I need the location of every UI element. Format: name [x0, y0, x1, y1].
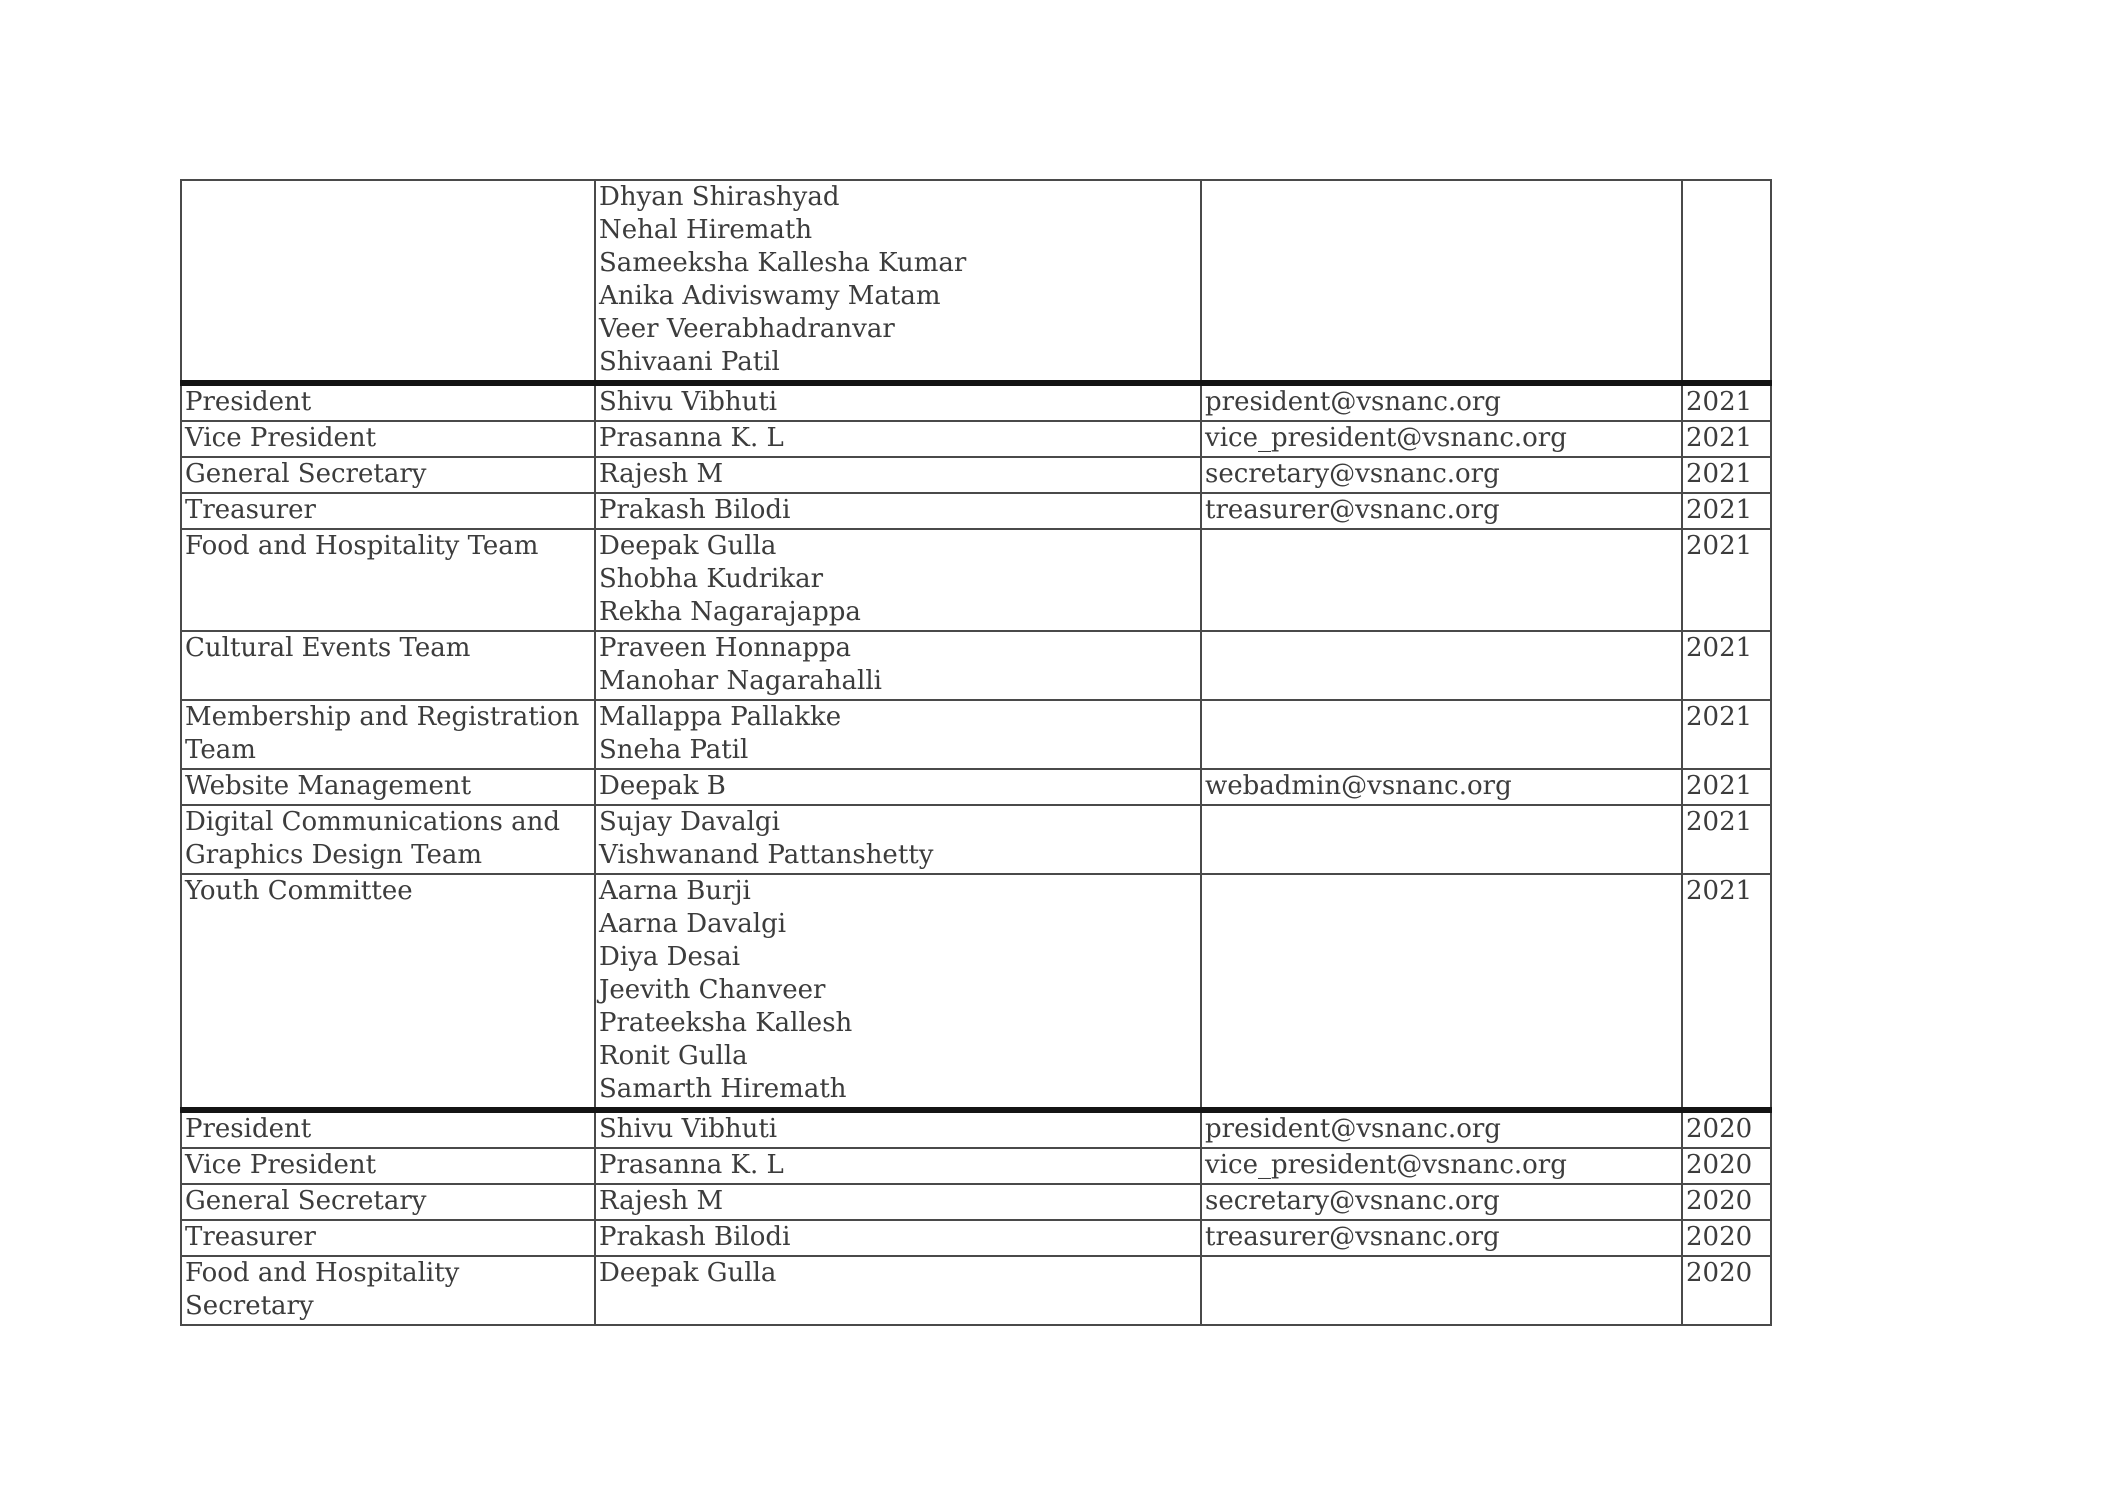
role-cell: Youth Committee: [181, 874, 595, 1110]
member-name: Diya Desai: [599, 942, 741, 972]
email-cell: president@vsnanc.org: [1201, 383, 1682, 421]
member-name: Shivaani Patil: [599, 347, 780, 377]
email-cell: secretary@vsnanc.org: [1201, 1184, 1682, 1220]
member-name: Ronit Gulla: [599, 1041, 748, 1071]
email-cell: president@vsnanc.org: [1201, 1110, 1682, 1148]
members-cell: [595, 874, 1201, 1110]
table-row: [181, 805, 1771, 874]
members-cell: [595, 1110, 1201, 1148]
member-name: Rekha Nagarajappa: [599, 597, 861, 627]
members-cell: [595, 457, 1201, 493]
members-cell: [595, 1220, 1201, 1256]
year-cell: 2020: [1682, 1148, 1771, 1184]
member-name: Samarth Hiremath: [599, 1074, 847, 1104]
role-cell: Food and Hospitality Team: [181, 529, 595, 631]
year-cell: 2020: [1682, 1256, 1771, 1325]
members-cell: [595, 769, 1201, 805]
email-cell: treasurer@vsnanc.org: [1201, 493, 1682, 529]
members-cell: [595, 700, 1201, 769]
year-cell: 2020: [1682, 1220, 1771, 1256]
members-cell: [595, 180, 1201, 383]
members-cell: [595, 493, 1201, 529]
email-cell: [1201, 874, 1682, 1110]
member-name: Anika Adiviswamy Matam: [599, 281, 941, 311]
role-cell: Treasurer: [181, 493, 595, 529]
year-cell: 2021: [1682, 493, 1771, 529]
email-cell: [1201, 180, 1682, 383]
member-name: Shobha Kudrikar: [599, 564, 824, 594]
year-cell: 2021: [1682, 769, 1771, 805]
role-cell: Vice President: [181, 1148, 595, 1184]
members-cell: [595, 421, 1201, 457]
role-cell: President: [181, 383, 595, 421]
role-cell: General Secretary: [181, 1184, 595, 1220]
email-cell: [1201, 631, 1682, 700]
year-cell: 2021: [1682, 421, 1771, 457]
role-cell: Membership and Registration Team: [181, 700, 595, 769]
member-name: Prakash Bilodi: [599, 1222, 791, 1252]
year-cell: [1682, 180, 1771, 383]
member-name: Sameeksha Kallesha Kumar: [599, 248, 967, 278]
year-cell: 2020: [1682, 1110, 1771, 1148]
members-cell: [595, 529, 1201, 631]
role-cell: Vice President: [181, 421, 595, 457]
role-cell: Treasurer: [181, 1220, 595, 1256]
year-cell: 2021: [1682, 700, 1771, 769]
member-name: Manohar Nagarahalli: [599, 666, 882, 696]
table-row: [181, 457, 1771, 493]
roster-table-body: [181, 180, 1771, 1325]
member-name: Jeevith Chanveer: [599, 975, 826, 1005]
member-name: Veer Veerabhadranvar: [599, 314, 895, 344]
table-row: [181, 631, 1771, 700]
role-cell: Digital Communications and Graphics Design Team: [181, 805, 595, 874]
table-row: [181, 180, 1771, 383]
year-cell: 2021: [1682, 457, 1771, 493]
table-row: [181, 1110, 1771, 1148]
email-cell: [1201, 1256, 1682, 1325]
table-row: [181, 1148, 1771, 1184]
member-name: Mallappa Pallakke: [599, 702, 842, 732]
email-cell: [1201, 805, 1682, 874]
role-cell: General Secretary: [181, 457, 595, 493]
table-row: [181, 769, 1771, 805]
table-row: [181, 421, 1771, 457]
table-row: [181, 874, 1771, 1110]
members-cell: [595, 1184, 1201, 1220]
member-name: Rajesh M: [599, 1186, 724, 1216]
email-cell: vice_president@vsnanc.org: [1201, 1148, 1682, 1184]
committee-roster-table: [180, 179, 1772, 1326]
year-cell: 2021: [1682, 529, 1771, 631]
table-row: [181, 493, 1771, 529]
table-row: [181, 383, 1771, 421]
email-cell: secretary@vsnanc.org: [1201, 457, 1682, 493]
table-row: [181, 1256, 1771, 1325]
members-cell: [595, 1148, 1201, 1184]
member-name: Prasanna K. L: [599, 423, 784, 453]
member-name: Praveen Honnappa: [599, 633, 852, 663]
member-name: Prateeksha Kallesh: [599, 1008, 853, 1038]
year-cell: 2021: [1682, 631, 1771, 700]
role-cell: Food and Hospitality Secretary: [181, 1256, 595, 1325]
member-name: Prakash Bilodi: [599, 495, 791, 525]
member-name: Shivu Vibhuti: [599, 387, 778, 417]
role-cell: President: [181, 1110, 595, 1148]
email-cell: [1201, 529, 1682, 631]
table-row: [181, 529, 1771, 631]
member-name: Rajesh M: [599, 459, 724, 489]
table-row: [181, 700, 1771, 769]
table-row: [181, 1220, 1771, 1256]
table-row: [181, 1184, 1771, 1220]
member-name: Aarna Davalgi: [599, 909, 787, 939]
member-name: Deepak Gulla: [599, 1258, 777, 1288]
member-name: Nehal Hiremath: [599, 215, 813, 245]
member-name: Shivu Vibhuti: [599, 1114, 778, 1144]
member-name: Deepak Gulla: [599, 531, 777, 561]
email-cell: webadmin@vsnanc.org: [1201, 769, 1682, 805]
member-name: Dhyan Shirashyad: [599, 182, 840, 212]
member-name: Sneha Patil: [599, 735, 749, 765]
role-cell: Website Management: [181, 769, 595, 805]
members-cell: [595, 1256, 1201, 1325]
member-name: Aarna Burji: [599, 876, 751, 906]
member-name: Sujay Davalgi: [599, 807, 780, 837]
year-cell: 2021: [1682, 805, 1771, 874]
year-cell: 2021: [1682, 874, 1771, 1110]
members-cell: [595, 631, 1201, 700]
year-cell: 2020: [1682, 1184, 1771, 1220]
email-cell: vice_president@vsnanc.org: [1201, 421, 1682, 457]
email-cell: treasurer@vsnanc.org: [1201, 1220, 1682, 1256]
member-name: Prasanna K. L: [599, 1150, 784, 1180]
email-cell: [1201, 700, 1682, 769]
member-name: Deepak B: [599, 771, 726, 801]
members-cell: [595, 383, 1201, 421]
role-cell: [181, 180, 595, 383]
role-cell: Cultural Events Team: [181, 631, 595, 700]
year-cell: 2021: [1682, 383, 1771, 421]
members-cell: [595, 805, 1201, 874]
member-name: Vishwanand Pattanshetty: [599, 840, 934, 870]
